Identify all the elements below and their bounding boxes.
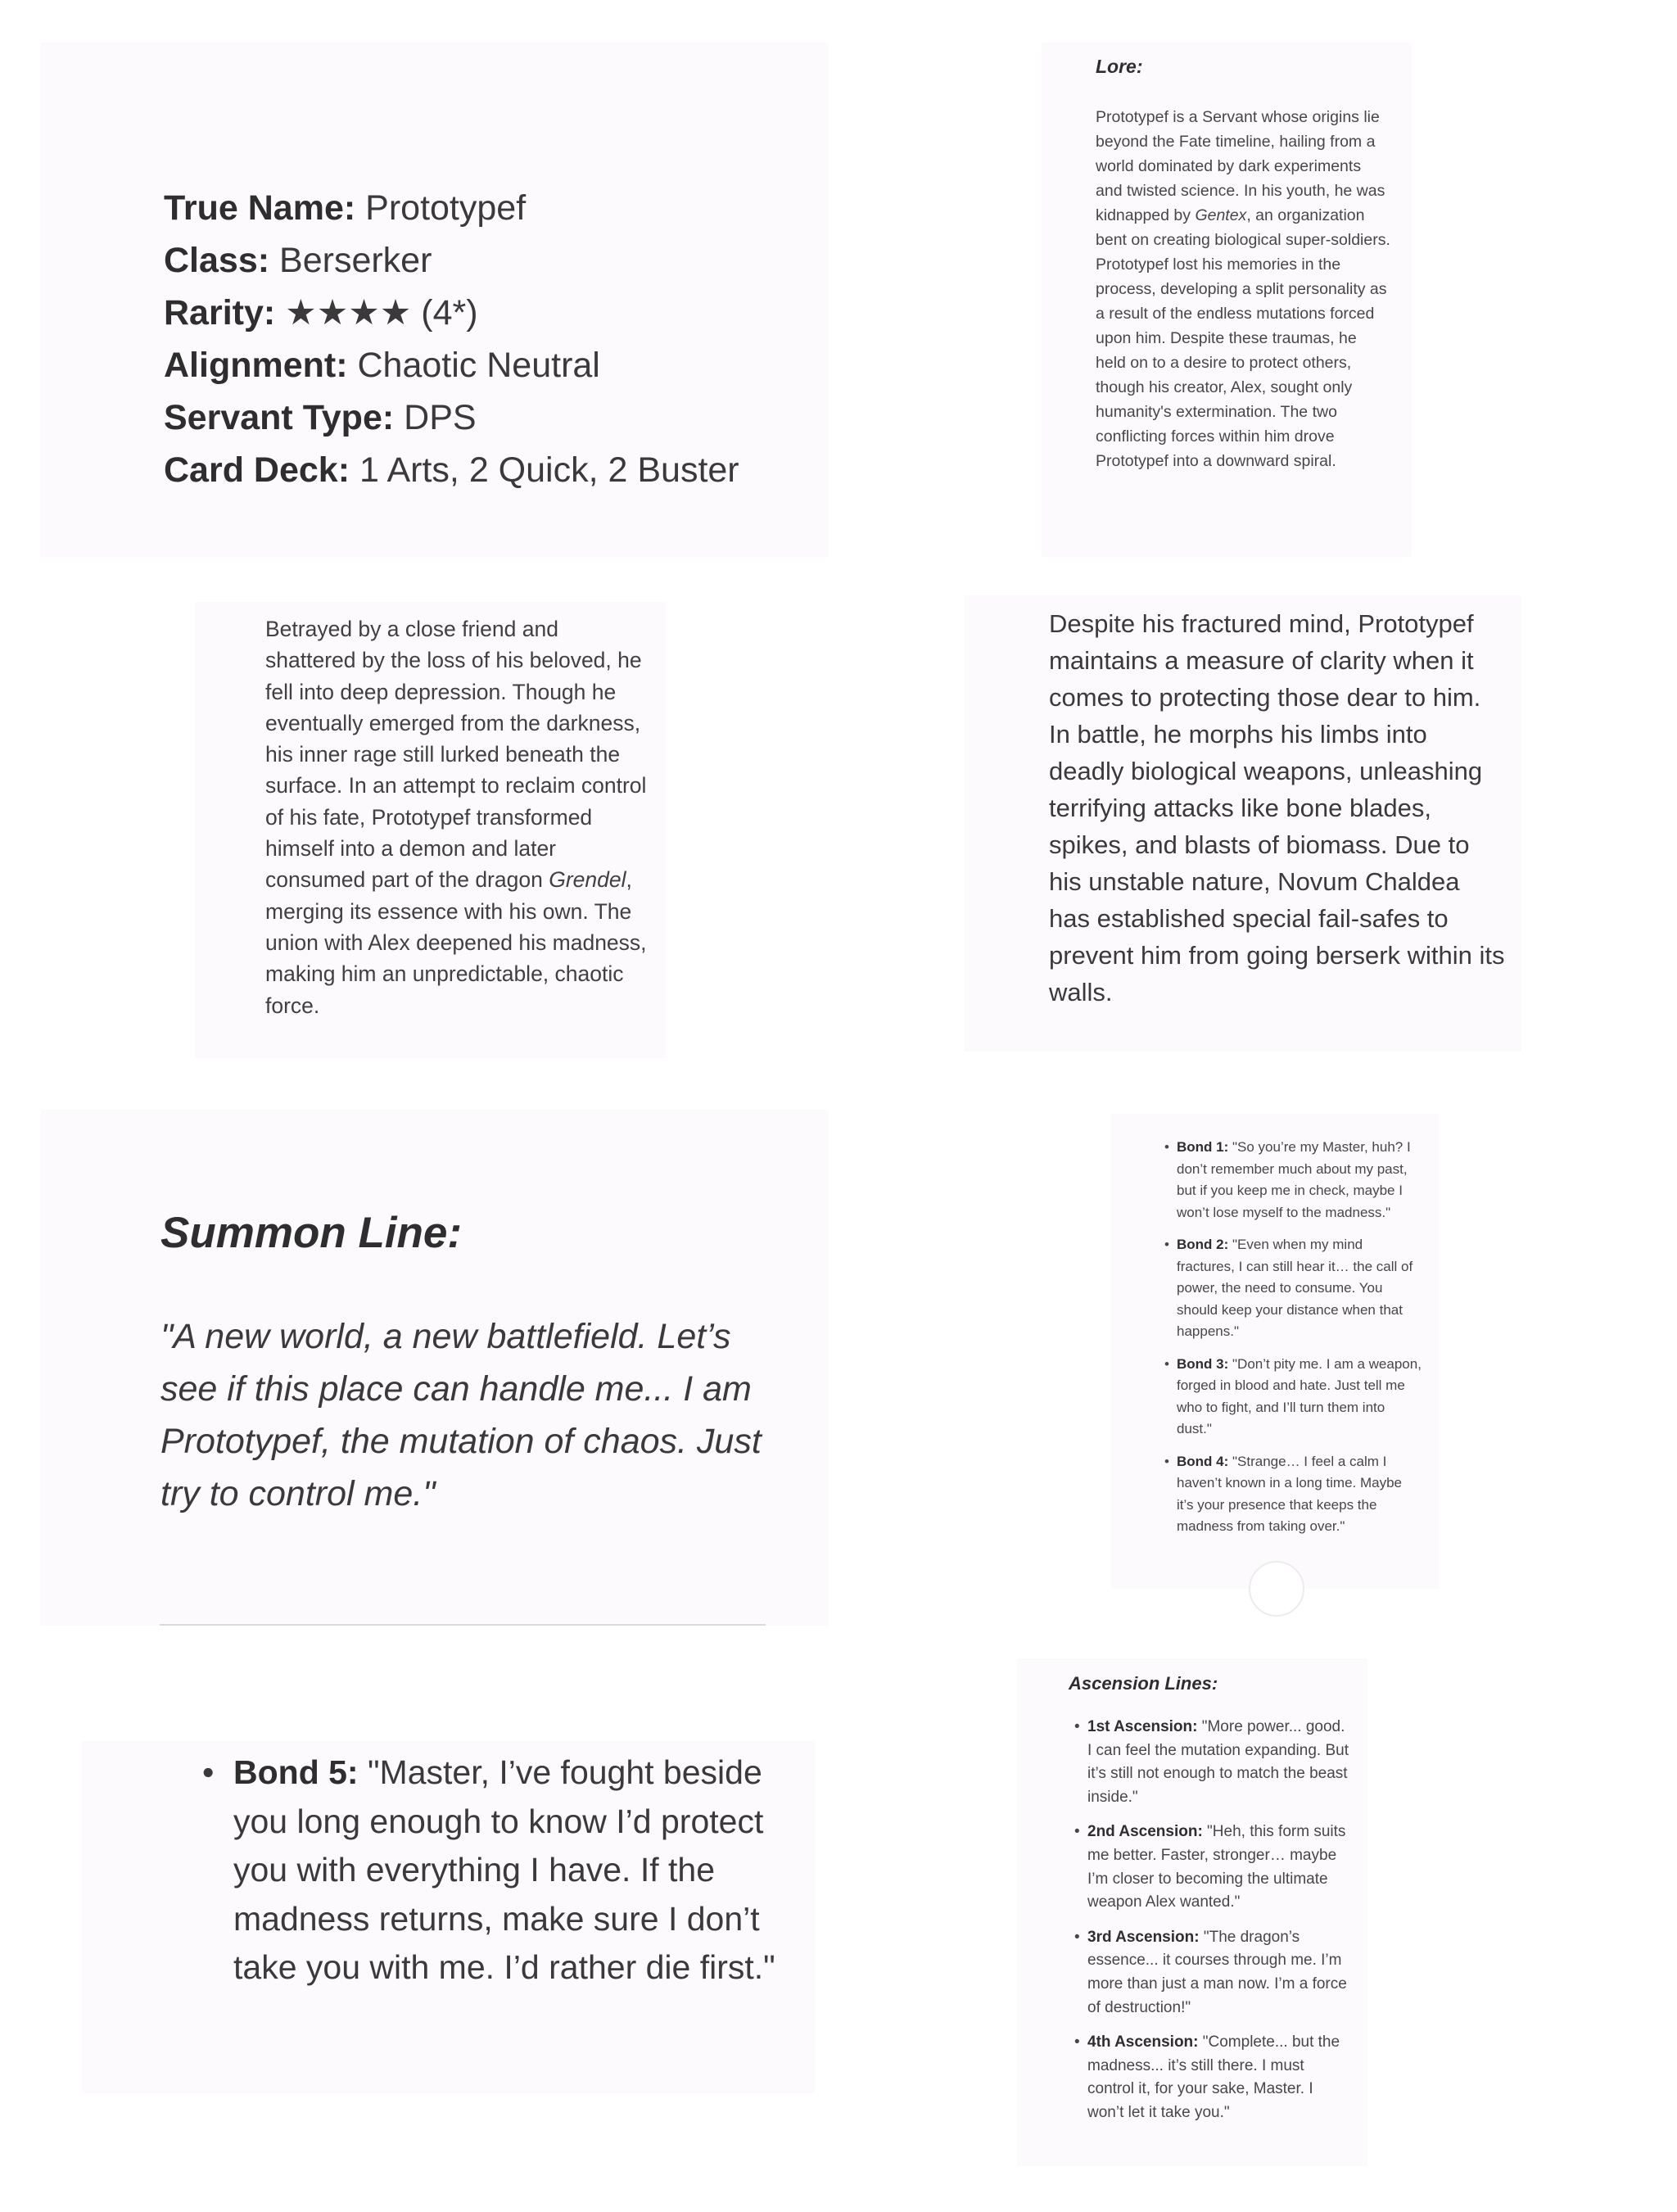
ascension-label: 1st Ascension:: [1087, 1718, 1198, 1735]
bond-label: Bond 1:: [1177, 1139, 1229, 1155]
ascension-item: [1087, 2031, 1349, 2124]
class-value: Berserker: [279, 241, 432, 280]
ascension-item: [1087, 1821, 1349, 1914]
battle-description-card: [965, 595, 1521, 1052]
bond-label: Bond 5:: [233, 1753, 359, 1791]
lore-gentex: Gentex: [1195, 206, 1247, 224]
ascension-lines-card: [1017, 1658, 1367, 2166]
bond-label: Bond 4:: [1177, 1453, 1229, 1469]
summon-heading: Summon Line:: [160, 1209, 463, 1257]
bond-item: [233, 1748, 790, 1993]
servant-type-value: DPS: [404, 398, 477, 437]
ascension-label: 3rd Ascension:: [1087, 1928, 1200, 1946]
servant-type-row: [164, 391, 739, 444]
section-divider: [160, 1624, 766, 1626]
bond-label: Bond 3:: [1177, 1355, 1229, 1372]
ascension-list: [1087, 1716, 1349, 2137]
lore-text-end: , an organization bent on creating biological super-soldiers. Prototypef lost his memories in the process, developing a split personality as a result of the endless mutations forced upon him. Despite these traumas, he held on to a desire to protect others, though his creator, Alex, sought only humanity's extermination. The two conflicting forces within him drove Prototypef into a downward spiral.: [1096, 206, 1390, 470]
betrayal-card: [195, 602, 666, 1058]
scroll-down-button[interactable]: [1249, 1561, 1304, 1617]
alignment-row: [164, 339, 739, 391]
ascension-item: [1087, 1926, 1349, 2020]
betrayal-text-end: , merging its essence with his own. The union with Alex deepened his madness, making him an unpredictable, chaotic force.: [265, 867, 647, 1018]
betrayal-text-start: Betrayed by a close friend and shattered by the loss of his beloved, he fell into deep depression. Though he eventually emerged from the darkness, his inner rage still lurked beneath the surface. In an attempt to reclaim control of his fate, Prototypef transformed himself into a demon and later consumed part of the dragon: [265, 617, 647, 893]
card-deck-value: 1 Arts, 2 Quick, 2 Buster: [359, 450, 739, 490]
rarity-row: [164, 287, 739, 339]
rarity-label: Rarity:: [164, 293, 276, 332]
ascension-label: 4th Ascension:: [1087, 2033, 1199, 2051]
class-row: [164, 234, 739, 287]
ascension-text: "The dragon’s essence... it courses through me. I’m more than just a man now. I’m a force of destruction!": [1087, 1928, 1347, 2016]
lore-paragraph: [1096, 105, 1390, 473]
servant-info-card: [41, 43, 829, 557]
betrayal-grendel: Grendel: [549, 867, 626, 893]
bond-lines-card: [1111, 1114, 1439, 1589]
rarity-value: ★★★★ (4*): [285, 293, 478, 332]
class-label: Class:: [164, 241, 270, 280]
servant-info-list: [164, 182, 739, 496]
alignment-value: Chaotic Neutral: [357, 346, 600, 385]
bond-text: "So you’re my Master, huh? I don’t remember much about my past, but if you keep me in check, maybe I won’t lose myself to the madness.": [1177, 1139, 1411, 1220]
true-name-row: [164, 182, 739, 234]
bond-text: "Master, I’ve fought beside you long enough to know I’d protect you with everything I have. If the madness returns, make sure I don’t take you with me. I’d rather die first.": [233, 1753, 775, 1986]
bond-item: [1177, 1354, 1422, 1441]
summon-quote: "A new world, a new battlefield. Let’s see if this place can handle me... I am Prototypef, the mutation of chaos. Just try to control me.": [160, 1317, 762, 1513]
ascension-text: "Heh, this form suits me better. Faster, stronger… maybe I’m closer to becoming the ultimate weapon Alex wanted.": [1087, 1823, 1346, 1911]
bond-text: "Strange… I feel a calm I haven’t known in a long time. Maybe it’s your presence that keeps the madness from taking over.": [1177, 1453, 1402, 1534]
bond-item: [1177, 1234, 1422, 1343]
servant-type-label: Servant Type:: [164, 398, 395, 437]
card-deck-label: Card Deck:: [164, 450, 350, 490]
bond-label: Bond 2:: [1177, 1237, 1229, 1252]
summon-line-card: [41, 1110, 829, 1626]
betrayal-paragraph: [265, 613, 650, 1021]
bond-list: [1177, 1137, 1422, 1549]
bond-text: "Don’t pity me. I am a weapon, forged in blood and hate. Just tell me who to fight, and I’ll turn them into dust.": [1177, 1355, 1422, 1436]
lore-text-start: Prototypef is a Servant whose origins lie beyond the Fate timeline, hailing from a world dominated by dark experiments and twisted science. In his youth, he was kidnapped by: [1096, 108, 1385, 224]
ascension-item: [1087, 1716, 1349, 1809]
alignment-label: Alignment:: [164, 346, 348, 385]
ascension-text: "More power... good. I can feel the mutation expanding. But it’s still not enough to match the beast inside.": [1087, 1718, 1349, 1806]
bond-5-list: [233, 1748, 790, 1993]
lore-card: [1042, 43, 1412, 557]
bond-item: [1177, 1137, 1422, 1224]
bond-item: [1177, 1451, 1422, 1538]
card-deck-row: [164, 444, 739, 496]
bond-5-card: [82, 1741, 815, 2093]
battle-description-paragraph: Despite his fractured mind, Prototypef maintains a measure of clarity when it comes to protecting those dear to him. In battle, he morphs his limbs into deadly biological weapons, unleashing terrifying attacks like bone blades, spikes, and blasts of biomass. Due to his unstable nature, Novum Chaldea has established special fail-safes to prevent him from going berserk within its walls.: [1049, 609, 1505, 1006]
true-name-value: Prototypef: [365, 188, 527, 228]
ascension-heading: Ascension Lines:: [1069, 1673, 1218, 1694]
bond-text: "Even when my mind fractures, I can still hear it… the call of power, the need to consume. You should keep your distance when that happens.": [1177, 1237, 1413, 1339]
ascension-label: 2nd Ascension:: [1087, 1823, 1203, 1841]
lore-heading: Lore:: [1096, 56, 1143, 77]
ascension-text: "Complete... but the madness... it’s still there. I must control it, for your sake, Master. I won’t let it take you.": [1087, 2033, 1340, 2121]
true-name-label: True Name:: [164, 188, 356, 228]
